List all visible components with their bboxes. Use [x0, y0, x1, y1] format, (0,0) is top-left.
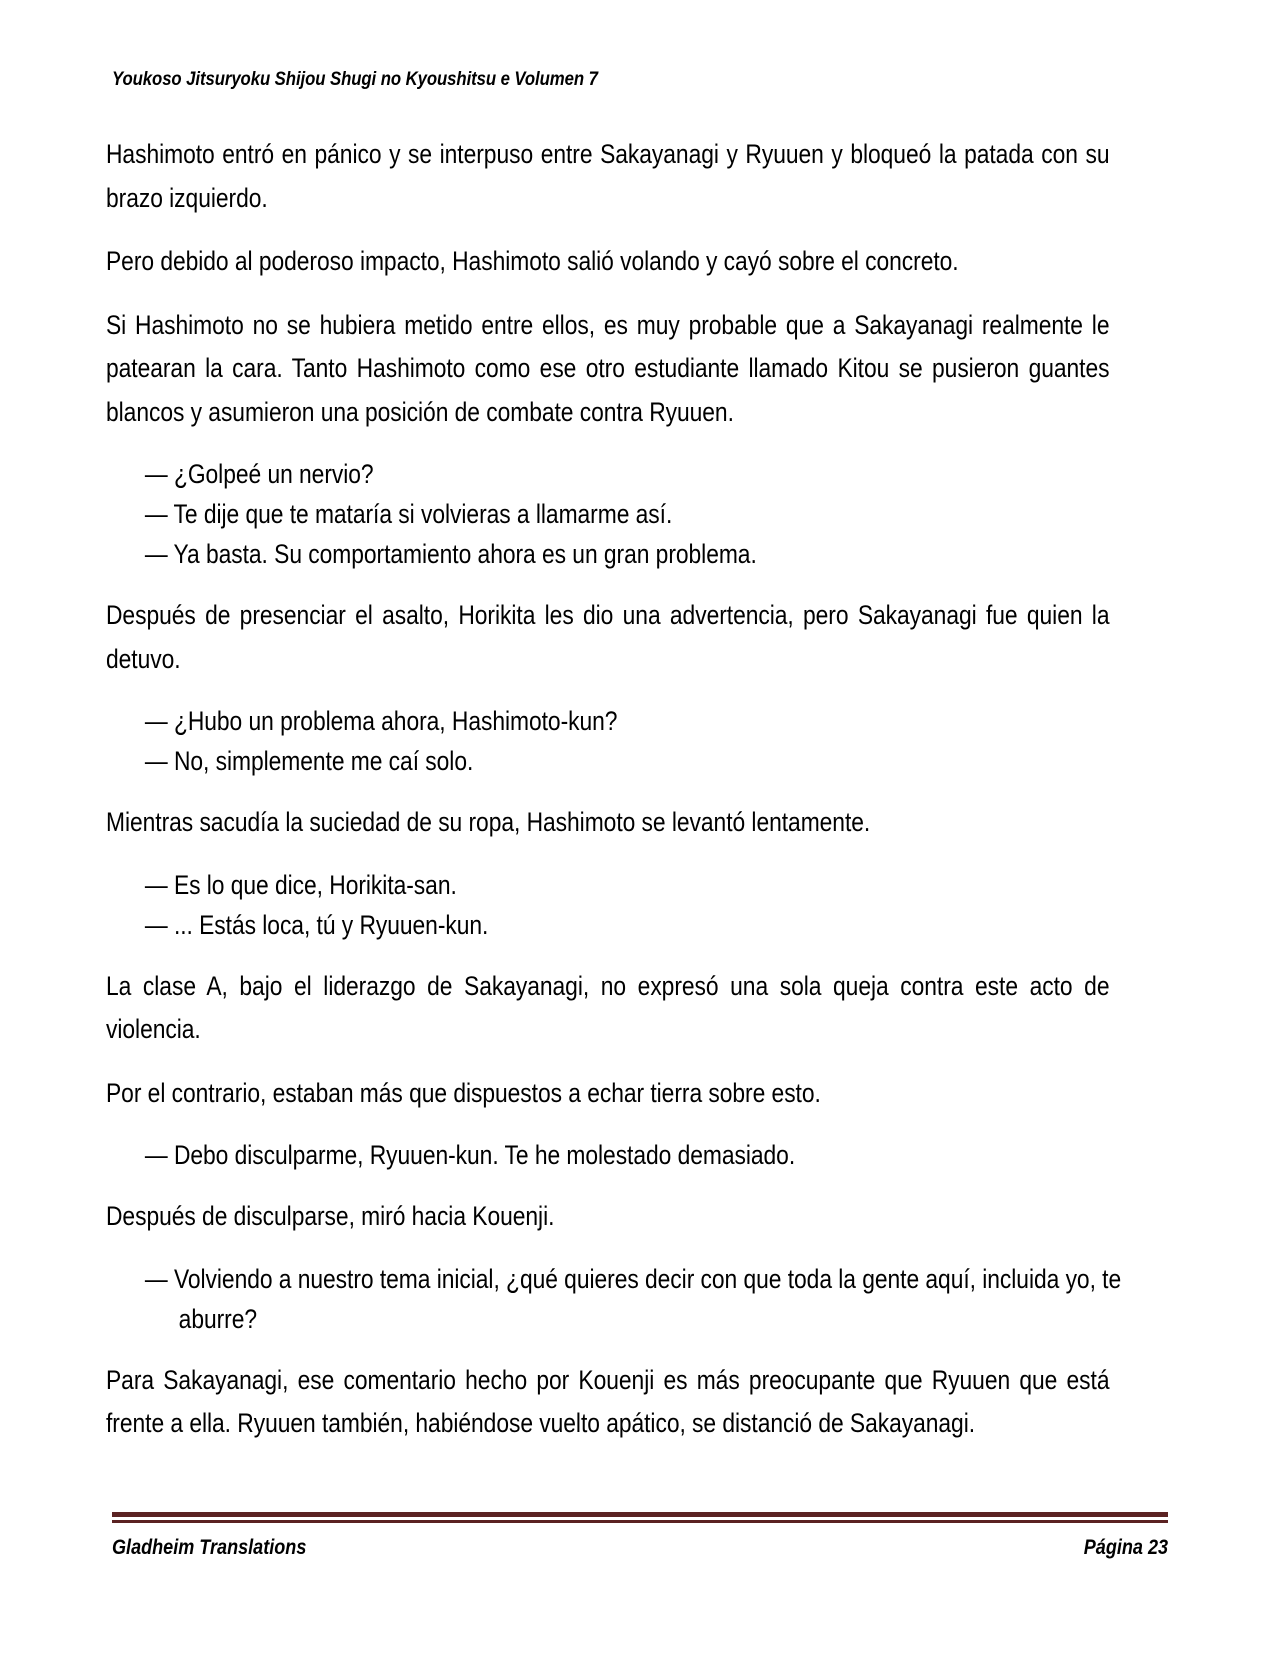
body-paragraph: La clase A, bajo el liderazgo de Sakayanagi, no expresó una sola queja contra este acto de violencia.: [106, 970, 1110, 1044]
dialogue-block: [106, 454, 1109, 574]
dialogue-line: [106, 741, 1148, 781]
dialogue-block: [106, 865, 1109, 945]
dialogue-text: — Es lo que dice, Horikita-san.: [144, 869, 457, 900]
dialogue-text: — Te dije que te mataría si volvieras a llamarme así.: [144, 499, 673, 529]
dialogue-line: [106, 865, 1148, 905]
body-paragraph: Pero debido al poderoso impacto, Hashimoto salió volando y cayó sobre el concreto.: [106, 246, 959, 276]
dialogue-block: [106, 1259, 1122, 1339]
footer-rule-thin: [112, 1520, 1168, 1523]
dialogue-block: [106, 701, 1109, 781]
dialogue-block: [106, 1135, 1109, 1175]
footer-row: [112, 1536, 1168, 1560]
body-paragraph: Mientras sacudía la suciedad de su ropa, Hashimoto se levantó lentamente.: [106, 807, 871, 837]
body-paragraph: Hashimoto entró en pánico y se interpuso entre Sakayanagi y Ryuuen y bloqueó la patada con su brazo izquierdo.: [106, 139, 1110, 213]
dialogue-text: — Debo disculparme, Ryuuen-kun. Te he molestado demasiado.: [144, 1140, 796, 1170]
page-header: [112, 68, 1172, 91]
body-paragraph: Para Sakayanagi, ese comentario hecho por Kouenji es más preocupante que Ryuuen que está frente a ella. Ryuuen también, habiéndose vuelto apático, se distanció de Sakayanagi.: [106, 1364, 1110, 1438]
dialogue-text: — Ya basta. Su comportamiento ahora es un gran problema.: [144, 539, 757, 569]
footer-translator: Gladheim Translations: [112, 1535, 307, 1559]
dialogue-line: [106, 494, 1148, 534]
dialogue-line: [106, 1135, 1148, 1175]
page-content: [106, 133, 1122, 1466]
body-paragraph: Después de presenciar el asalto, Horikita les dio una advertencia, pero Sakayanagi fue quien la detuvo.: [106, 600, 1110, 674]
header-title: Youkoso Jitsuryoku Shijou Shugi no Kyoushitsu e Volumen 7: [112, 68, 598, 90]
dialogue-line: [106, 454, 1148, 494]
body-paragraph: Después de disculparse, miró hacia Kouenji.: [106, 1201, 555, 1231]
dialogue-text: — ... Estás loca, tú y Ryuuen-kun.: [144, 909, 489, 940]
dialogue-text: — No, simplemente me caí solo.: [144, 746, 474, 776]
dialogue-text: — ¿Hubo un problema ahora, Hashimoto-kun?: [144, 706, 618, 736]
footer-page-number: Página 23: [1083, 1535, 1168, 1559]
dialogue-text: — ¿Golpeé un nervio?: [144, 459, 374, 489]
page-footer: [112, 1512, 1168, 1560]
dialogue-line: [106, 701, 1148, 741]
body-paragraph: Por el contrario, estaban más que dispuestos a echar tierra sobre esto.: [106, 1077, 821, 1108]
body-paragraph: Si Hashimoto no se hubiera metido entre ellos, es muy probable que a Sakayanagi realmente le patearan la cara. Tanto Hashimoto como ese otro estudiante llamado Kitou se pusieron guantes blancos y asumieron una posición de combate contra Ryuuen.: [106, 309, 1110, 427]
dialogue-line: [106, 1259, 1148, 1339]
dialogue-line: [106, 534, 1148, 574]
dialogue-text: — Volviendo a nuestro tema inicial, ¿qué quieres decir con que toda la gente aquí, incluida yo, te aburre?: [144, 1263, 1122, 1334]
dialogue-line: [106, 905, 1148, 945]
